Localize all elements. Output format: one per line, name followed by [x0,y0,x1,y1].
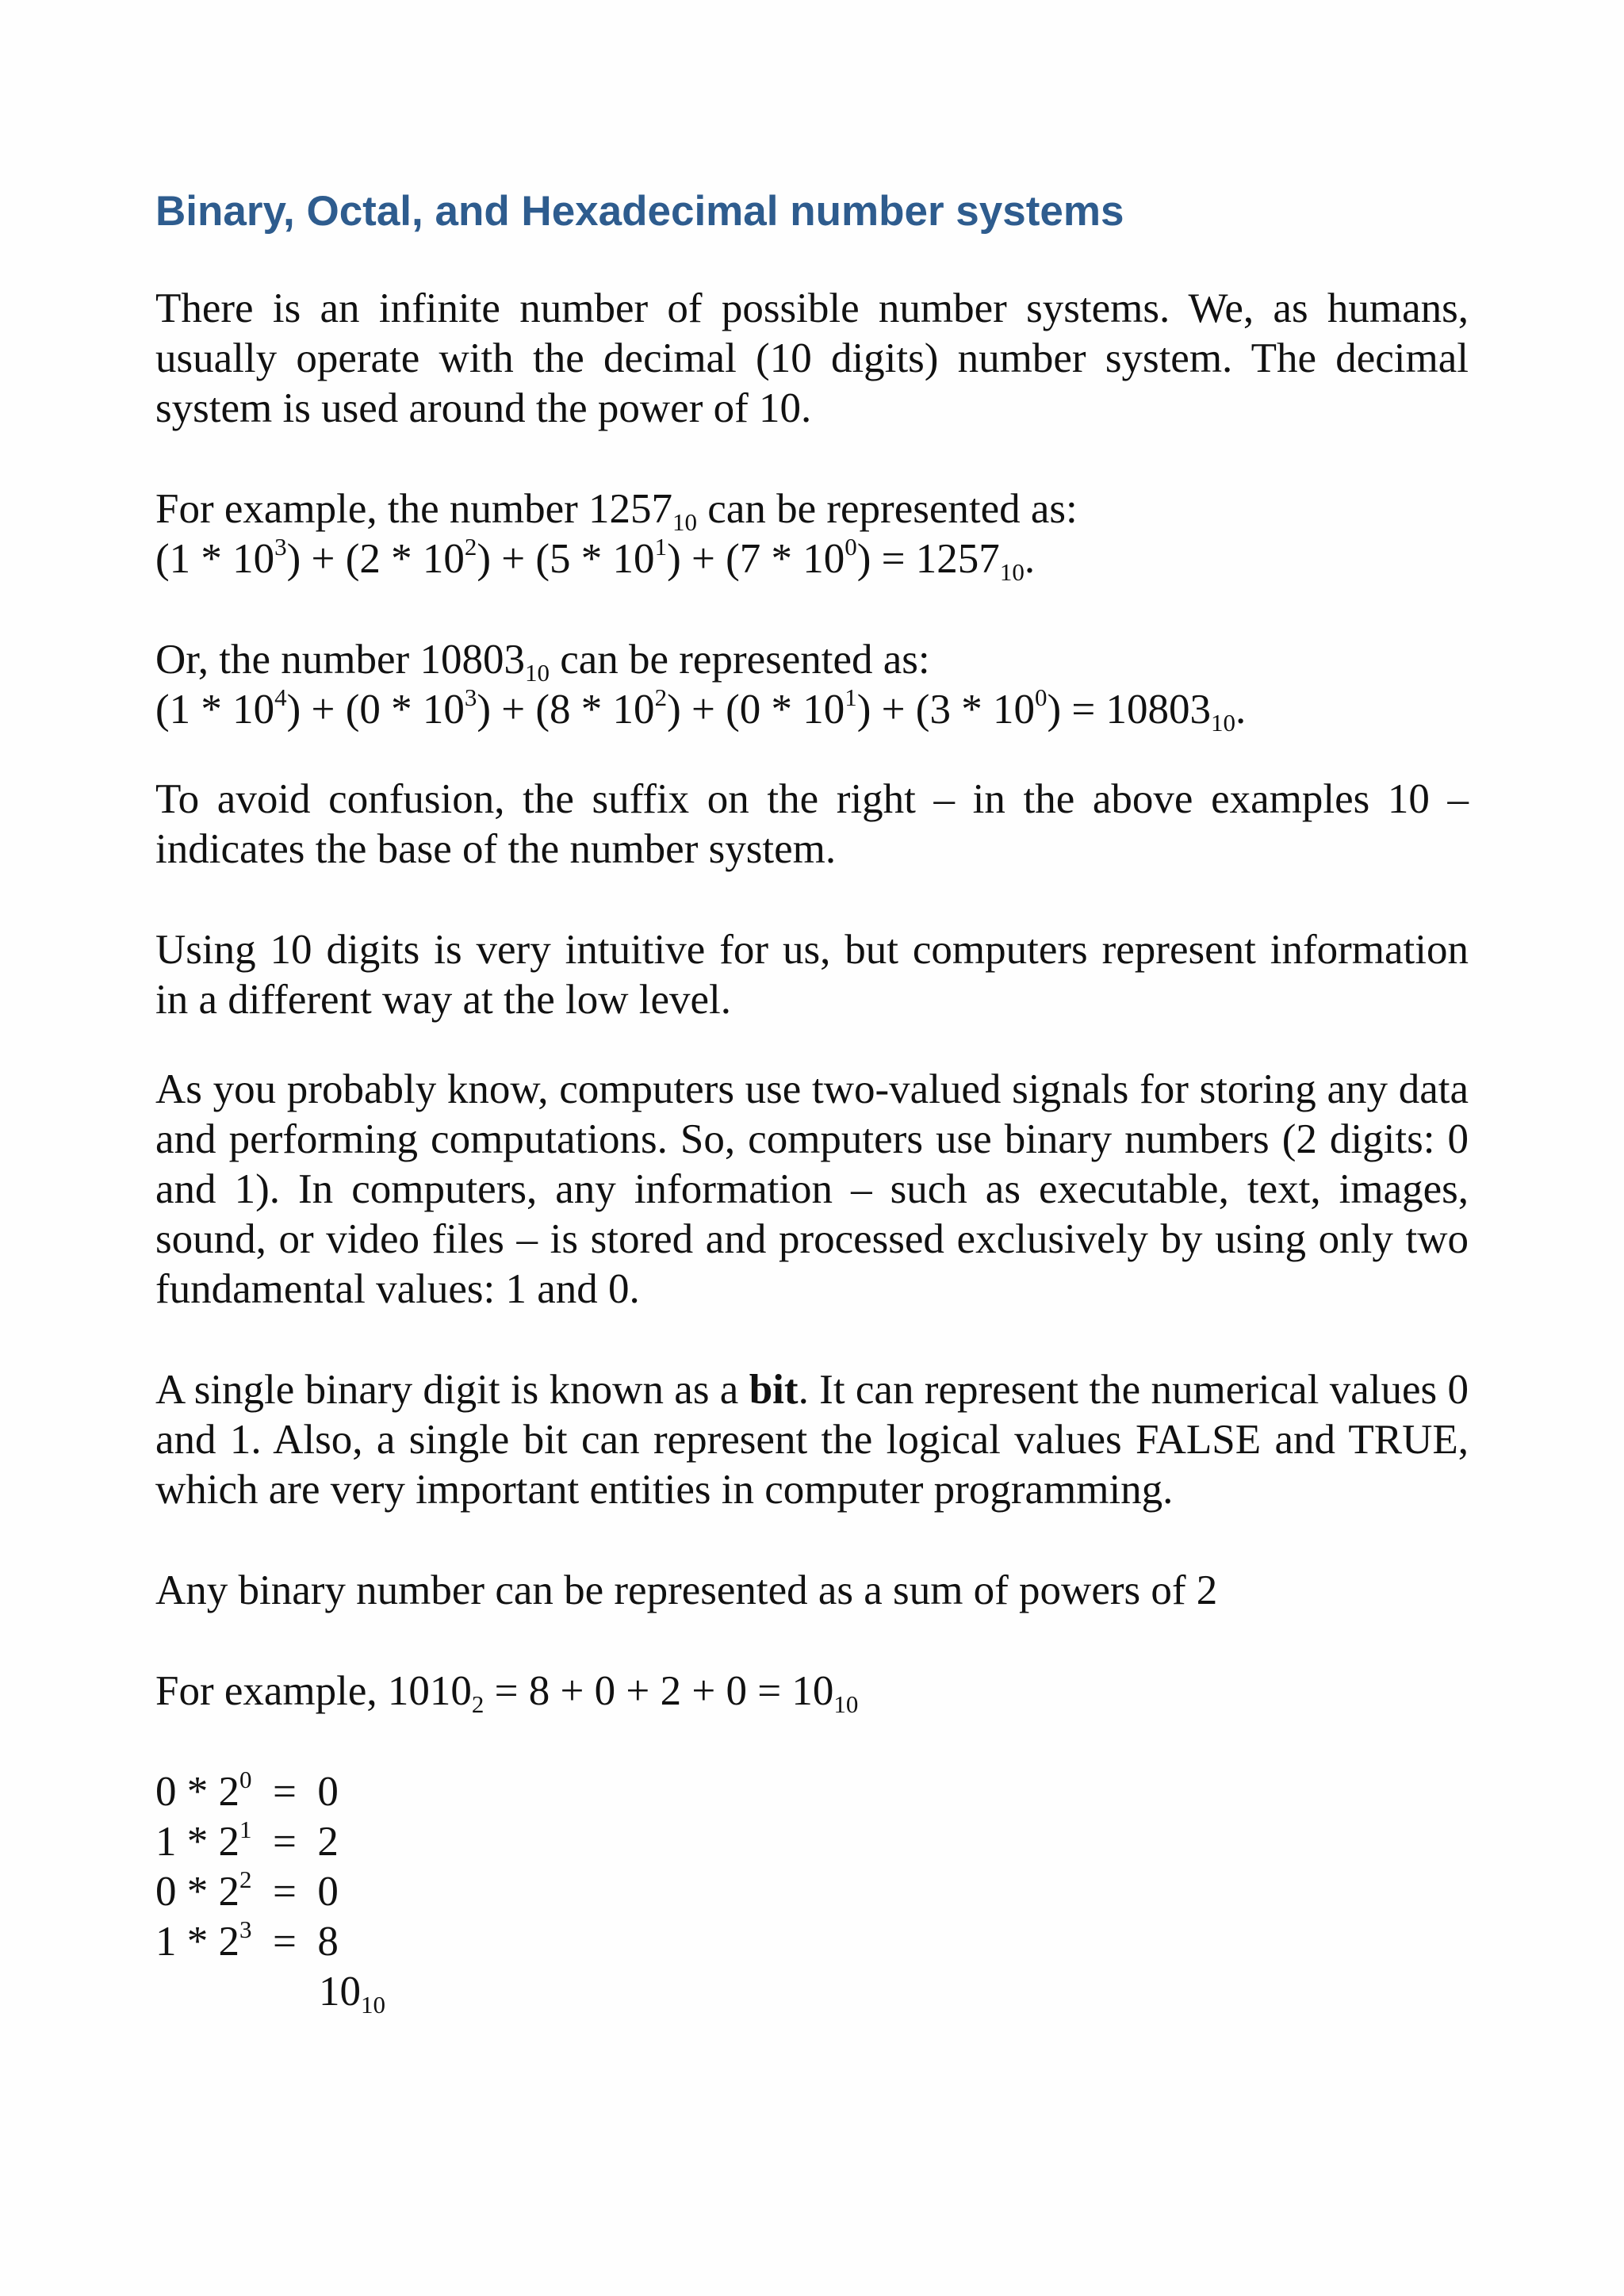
text-segment: . [1235,687,1247,733]
intuitive-paragraph: Using 10 digits is very intuitive for us, but computers represent information in a different way at the low level. [155,927,1469,1023]
bit-paragraph [155,1365,1469,1515]
exponent: 3 [239,1915,252,1943]
text-segment: For example, 1010 [155,1668,472,1714]
number-value: 10803 [419,637,525,683]
bit-term: bit [749,1367,799,1413]
text-segment: = 8 + 0 + 2 + 0 = 10 [484,1668,834,1714]
text-segment: . It can represent the numerical values 0 and 1. Also, a single bit can represent the logical values FALSE and TRUE, which are very important entities in computer programming. [155,1367,1469,1513]
base-subscript: 10 [999,558,1025,586]
base-subscript: 10 [833,1690,859,1718]
result: = 0 [251,1869,339,1915]
binary-calculation [155,1767,1469,2017]
term: ) + (0 * 10 [286,687,465,733]
calc-row [155,1917,1469,1967]
text-segment: Or, the number [155,637,420,683]
example-lead-line [155,635,1469,685]
text-segment: can be represented as: [697,486,1078,532]
powers-paragraph: Any binary number can be represented as a sum of powers of 2 [155,1567,1218,1613]
result: ) = 10803 [1047,687,1212,733]
exponent: 4 [274,683,287,711]
base-subscript: 10 [524,659,550,687]
base-subscript: 10 [361,1991,385,2019]
exponent: 0 [239,1766,252,1793]
term: (1 * 10 [155,536,275,582]
exponent: 0 [1034,683,1048,711]
term: ) + (3 * 10 [856,687,1035,733]
text-segment: can be represented as: [549,637,930,683]
calc-row [155,1867,1469,1917]
example-decimal-10803 [155,635,1469,735]
document-body [155,184,1469,2017]
exponent: 2 [464,533,477,561]
term: ) + (2 * 10 [286,536,465,582]
page-title: Binary, Octal, and Hexadecimal number systems [155,188,1124,235]
binary-paragraph: As you probably know, computers use two-valued signals for storing any data and performing computations. So, computers use binary numbers (2 digits: 0 and 1). In computers, any information – such as executable, text, images, sound, or video files – is stored and processed exclusively by using only two fundamental values: 1 and 0. [155,1066,1469,1312]
term: ) + (0 * 10 [667,687,845,733]
number-value: 1257 [588,486,673,532]
term: (1 * 10 [155,687,275,733]
exponent: 1 [654,533,668,561]
result: = 0 [251,1769,339,1815]
expansion-line [155,685,1469,735]
exponent: 2 [239,1866,252,1893]
result: = 2 [251,1819,339,1865]
expansion-line [155,534,1469,584]
intro-paragraph: There is an infinite number of possible number systems. We, as humans, usually operate with the decimal (10 digits) number system. The decimal system is used around the power of 10. [155,285,1469,431]
exponent: 0 [845,533,857,561]
term: 0 * 2 [155,1769,239,1815]
term: 0 * 2 [155,1869,239,1915]
exponent: 3 [464,683,477,711]
result: ) = 1257 [856,536,1000,582]
exponent: 1 [845,683,857,711]
exponent: 1 [239,1816,252,1843]
exponent: 3 [274,533,287,561]
term: 1 * 2 [155,1919,239,1965]
text-segment: A single binary digit is known as a [155,1367,749,1413]
text-segment: . [1024,536,1036,582]
calc-sum [155,1967,1469,2017]
calc-row [155,1767,1469,1817]
suffix-note-paragraph: To avoid confusion, the suffix on the right – in the above examples 10 – indicates the base of the number system. [155,776,1469,872]
term: ) + (8 * 10 [477,687,655,733]
sum-value: 10 [319,1969,361,2015]
base-subscript: 10 [672,508,698,536]
term: 1 * 2 [155,1819,239,1865]
term: ) + (7 * 10 [667,536,845,582]
example-lead-line [155,484,1469,534]
text-segment: For example, the number [155,486,589,532]
binary-example-line [155,1667,1469,1716]
exponent: 2 [654,683,668,711]
example-decimal-1257 [155,484,1469,584]
term: ) + (5 * 10 [477,536,655,582]
base-subscript: 10 [1211,709,1236,737]
calc-row [155,1817,1469,1867]
base-subscript: 2 [471,1690,485,1718]
result: = 8 [251,1919,339,1965]
